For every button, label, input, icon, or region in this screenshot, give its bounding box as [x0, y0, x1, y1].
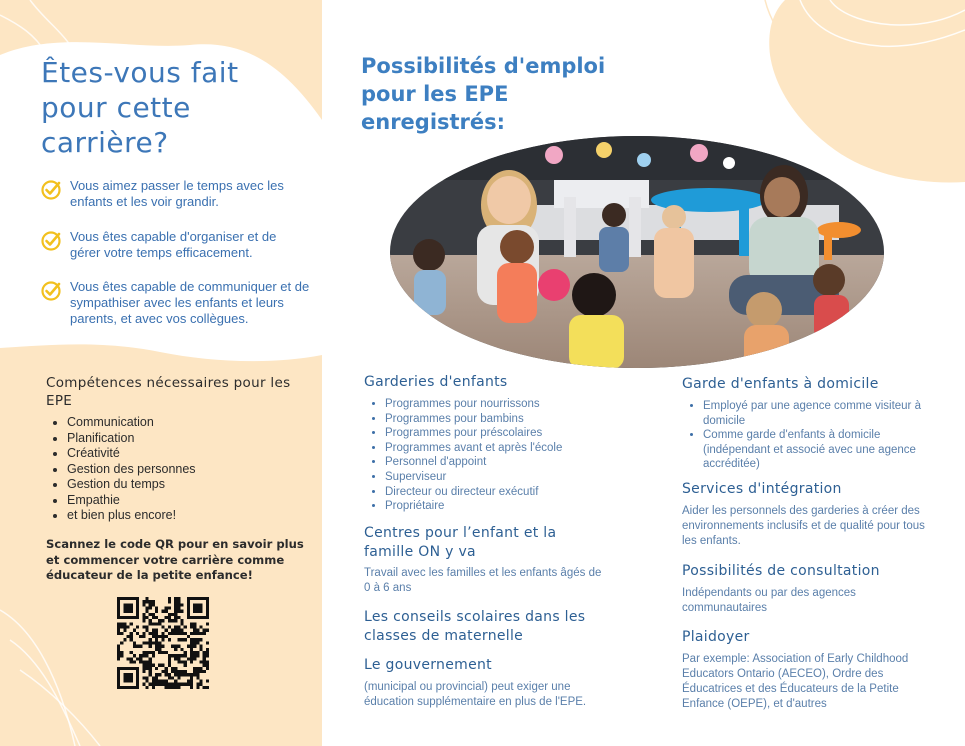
daycare-list-item: • Programmes pour nourrissons [385, 397, 609, 412]
schools-heading: Les conseils scolaires dans les classes de maternelle [364, 609, 586, 644]
daycare-heading: Garderies d'enfants [364, 374, 508, 390]
centres-text: Travail avec les familles et les enfants âgés de 0 à 6 ans [364, 567, 602, 594]
checklist-item [40, 178, 310, 210]
home-care-list-item: • Comme garde d'enfants à domicile (indépendant et associé avec une agence accréditée) [703, 428, 937, 472]
integration-text: Aider les personnels des garderies à créer des environnements inclusifs et de qualité pour tous les enfants. [682, 505, 925, 547]
integration-heading: Services d'intégration [682, 481, 842, 497]
government-heading: Le gouvernement [364, 657, 492, 673]
checklist-text: Vous aimez passer le temps avec les enfants et les voir grandir. [70, 178, 284, 209]
skills-title: Compétences nécessaires pour les EPE [46, 375, 291, 409]
skills-list [52, 415, 302, 524]
checklist [40, 178, 310, 346]
skills-list-item: • Gestion du temps [67, 477, 302, 493]
skills-list-item: • et bien plus encore! [67, 508, 302, 524]
check-circle-icon [40, 280, 62, 302]
skills-list-item: • Empathie [67, 493, 302, 509]
daycare-list-item: • Programmes pour bambins [385, 412, 609, 427]
daycare-list-item: • Propriétaire [385, 499, 609, 514]
daycare-list-item: • Directeur ou directeur exécutif [385, 485, 609, 500]
consulting-text: Indépendants ou par des agences communautaires [682, 587, 856, 614]
qr-instruction: Scannez le code QR pour en savoir plus et commencer votre carrière comme éducateur de la petite enfance! [46, 537, 304, 582]
check-circle-icon [40, 179, 62, 201]
skills-list-item: • Planification [67, 431, 302, 447]
home-care-list [687, 399, 937, 472]
government-text: (municipal ou provincial) peut exiger une éducation supplémentaire en plus de l'EPE. [364, 681, 587, 708]
home-care-list-item: • Employé par une agence comme visiteur à domicile [703, 399, 937, 428]
daycare-list-item: • Personnel d'appoint [385, 455, 609, 470]
skills-list-item: • Créativité [67, 446, 302, 462]
checklist-text: Vous êtes capable de communiquer et de sympathiser avec les enfants et leurs parents, et avec vos collègues. [70, 279, 310, 326]
daycare-list-item: • Superviseur [385, 470, 609, 485]
qr-code[interactable] [117, 597, 209, 689]
daycare-list-item: • Programmes pour préscolaires [385, 426, 609, 441]
check-circle-icon [40, 230, 62, 252]
advocacy-text: Par exemple: Association of Early Childhood Educators Ontario (AECEO), Ordre des Éducatrices et des Éducateurs de la Petite Enfance (OEPE), et d'autres [682, 653, 909, 710]
consulting-heading: Possibilités de consultation [682, 563, 880, 579]
daycare-list [369, 397, 609, 514]
checklist-item [40, 279, 310, 327]
jobs-title: Possibilités d'emploi pour les EPE enregistrés: [361, 54, 606, 134]
checklist-item [40, 229, 310, 261]
checklist-text: Vous êtes capable d'organiser et de gérer votre temps efficacement. [70, 229, 277, 260]
classroom-photo [389, 135, 885, 369]
hero-title: Êtes-vous fait pour cette carrière? [41, 56, 239, 159]
left-panel [0, 0, 322, 746]
skills-list-item: • Gestion des personnes [67, 462, 302, 478]
daycare-list-item: • Programmes avant et après l'école [385, 441, 609, 456]
centres-heading: Centres pour l’enfant et la famille ON y va [364, 525, 557, 560]
skills-list-item: • Communication [67, 415, 302, 431]
advocacy-heading: Plaidoyer [682, 629, 750, 645]
home-care-heading: Garde d'enfants à domicile [682, 376, 879, 392]
